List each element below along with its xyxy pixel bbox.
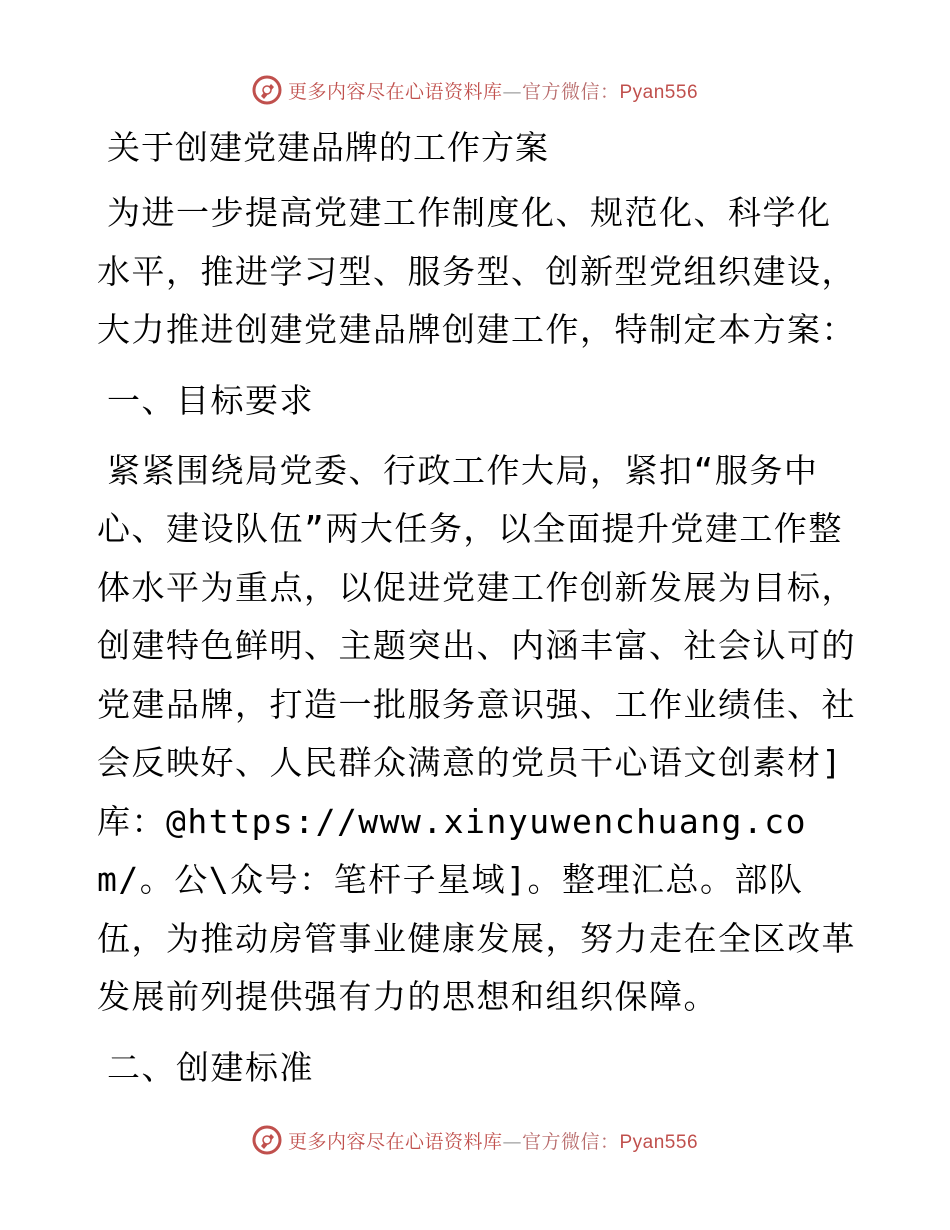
banner-wechat-label: 官方微信： bbox=[521, 1130, 620, 1153]
intro-paragraph: 为进一步提高党建工作制度化、规范化、科学化水平，推进学习型、服务型、创新型党组织建设，大力推进创建党建品牌创建工作，特制定本方案： bbox=[97, 193, 856, 349]
header-banner bbox=[0, 70, 950, 110]
banner-wechat-id: Pyan556 bbox=[619, 81, 699, 103]
banner-wechat-id: Pyan556 bbox=[619, 1131, 699, 1153]
banner-main-text: 更多内容尽在心语资料库 bbox=[287, 1130, 503, 1153]
goals-paragraph: 紧紧围绕局党委、行政工作大局，紧扣“服务中心、建设队伍”两大任务，以全面提升党建工作整体水平为重点，以促进党建工作创新发展为目标，创建特色鲜明、主题突出、内涵丰富、社会认可的党建品牌，打造一批服务意识强、工作业绩佳、社会反映好、人民群众满意的党员干心语文创素材]库：@https://www.xinyuwenchuang.com/。公\众号：笔杆子星域]。整理汇总。部队伍，为推动房管事业健康发展，努力走在全区改革发展前列提供强有力的思想和组织保障。 bbox=[97, 450, 856, 1016]
document-title: 关于创建党建品牌的工作方案 bbox=[107, 128, 549, 167]
footer-banner bbox=[0, 1120, 950, 1160]
banner-main-text: 更多内容尽在心语资料库 bbox=[287, 80, 503, 103]
section-heading-standards: 二、创建标准 bbox=[107, 1047, 314, 1087]
document-body bbox=[97, 120, 857, 1109]
banner-text bbox=[288, 77, 698, 104]
banner-text bbox=[288, 1127, 698, 1154]
banner-wechat-label: 官方微信： bbox=[521, 80, 620, 103]
pen-logo-icon bbox=[252, 75, 282, 105]
banner-separator: — bbox=[502, 80, 522, 103]
section-heading-goals: 一、目标要求 bbox=[107, 380, 314, 420]
pen-logo-icon bbox=[252, 1125, 282, 1155]
banner-separator: — bbox=[502, 1130, 522, 1153]
